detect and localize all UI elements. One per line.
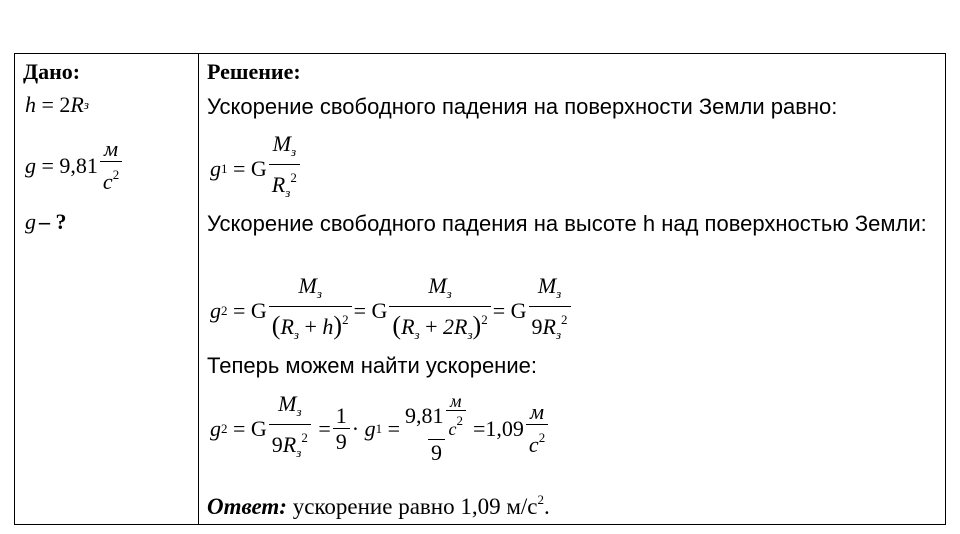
formula-g2-expansion: g 2 = G $\frac{M_з}{(R_з + h)^2}$ = G $\frac{M_з}{(R_з + 2R_з)^2}$ = G $\frac{M_з}{9R_з^2}$: [210, 274, 573, 348]
given-g: g = 9,81 $\frac{м}{с^2}$: [25, 137, 124, 195]
answer-label: Ответ:: [207, 494, 287, 519]
solution-text-3: Теперь можем найти ускорение:: [207, 353, 537, 378]
given-header: Дано:: [23, 59, 81, 84]
answer-line: Ответ: ускорение равно 1,09 $м/с^2$.: [207, 492, 550, 519]
formula-g2-result: g 2 = G $\frac{M_з}{9R_з^2}$ = $\frac{1}{9}$ · g 1 = 9,81 $\frac{м}{с^2}$ 9 = 1,09 $\frac{м}{с^2}$: [210, 392, 550, 466]
answer-text: ускорение равно 1,09 м/с: [292, 494, 538, 519]
given-h: h = 2 R з: [25, 92, 89, 117]
solution-text-1: Ускорение свободного падения на поверхности Земли равно:: [207, 94, 838, 119]
solution-header: Решение:: [207, 59, 301, 84]
solution-table: [14, 53, 946, 525]
column-divider: [198, 54, 199, 524]
given-find: g – ?: [25, 209, 67, 234]
formula-g1: g 1 = G $\frac{M_з}{R_з^2}$: [210, 132, 302, 206]
solution-text-2: Ускорение свободного падения на высоте h над поверхностью Земли:: [207, 211, 927, 236]
